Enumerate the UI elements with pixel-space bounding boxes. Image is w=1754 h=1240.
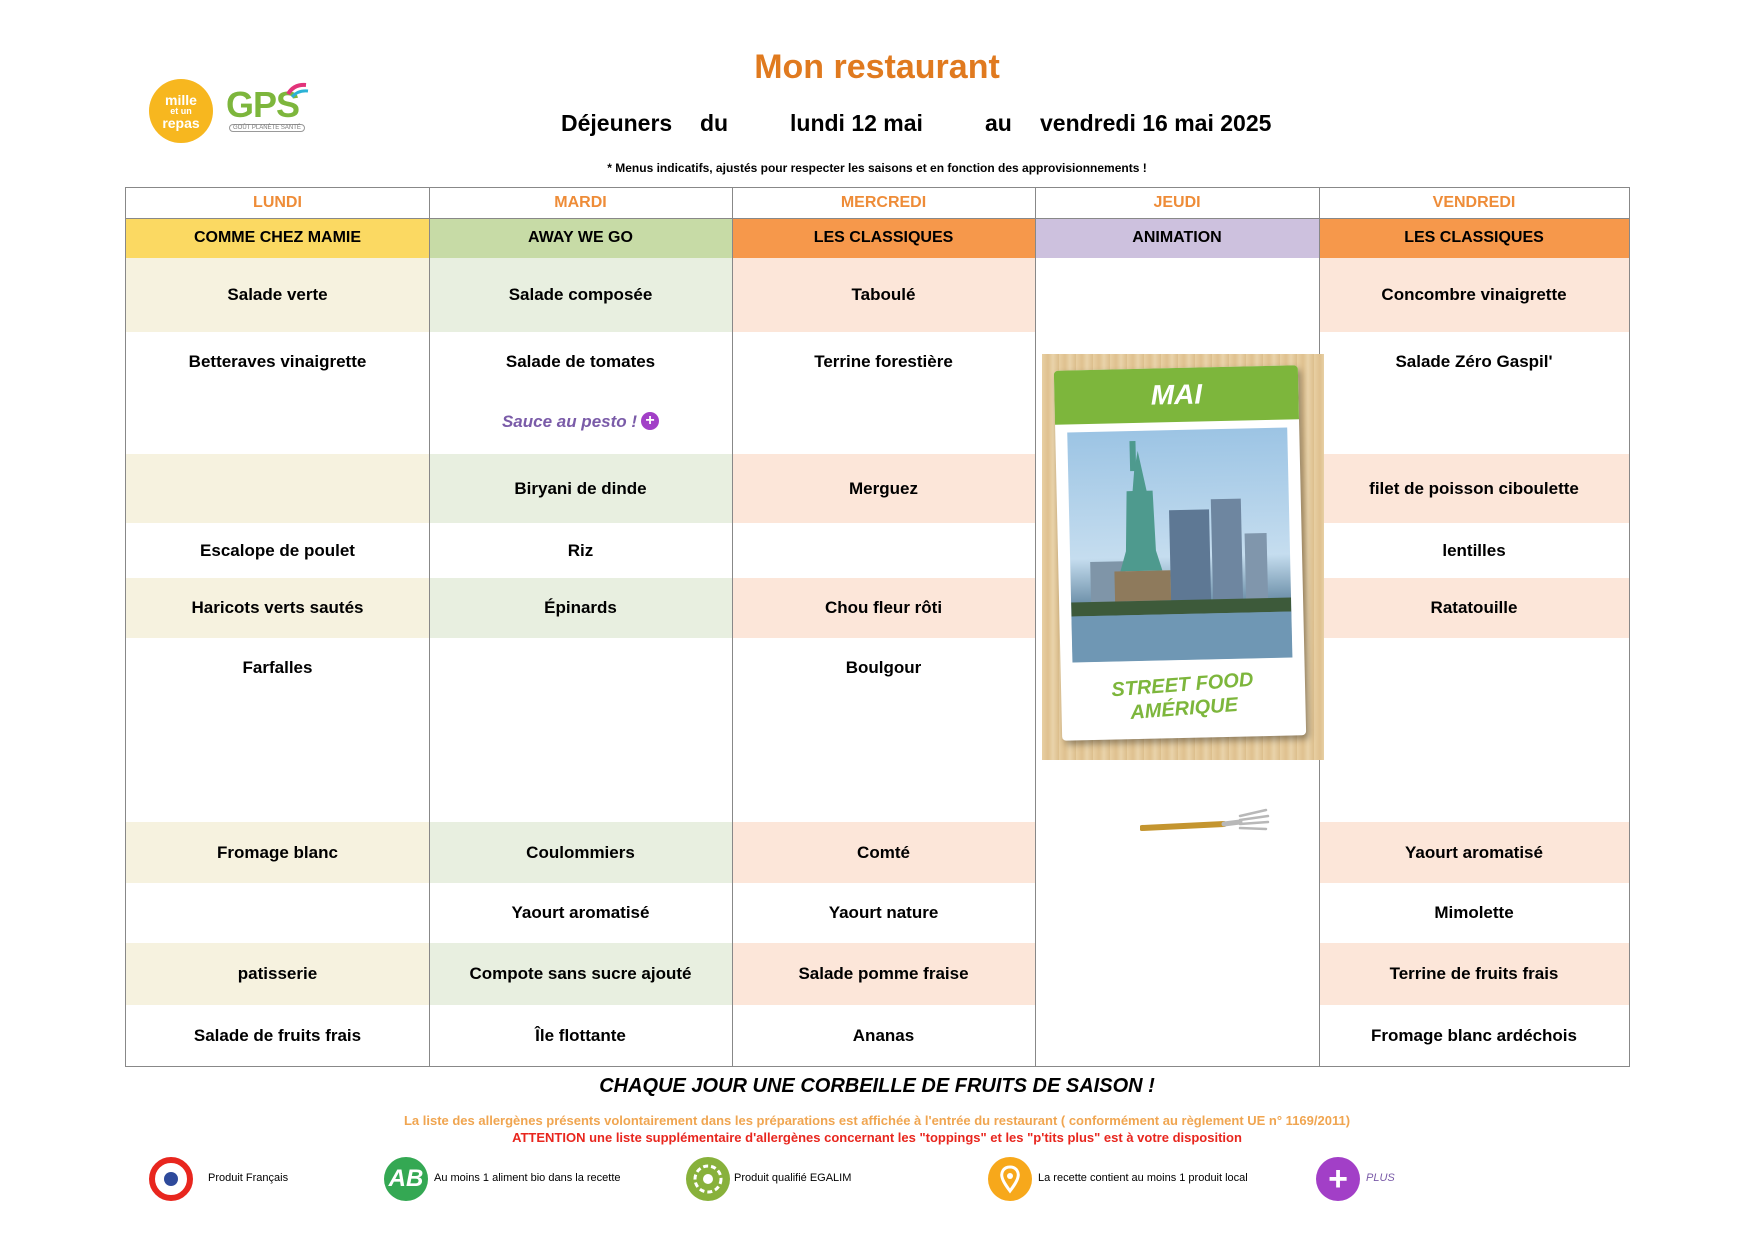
page-title: Mon restaurant [754,48,1000,86]
end-date: vendredi 16 mai 2025 [1040,110,1272,136]
theme-header: ANIMATION [1035,218,1319,258]
menu-item-label: Escalope de poulet [200,540,355,560]
allergens-warning: ATTENTION une liste supplémentaire d'allergènes concernant les "toppings" et les "p'tits plus" est à votre disposition [512,1130,1242,1145]
menu-item-label: Comté [857,842,910,862]
day-header-mardi: MARDI [554,194,607,211]
theme-header: AWAY WE GO [429,218,732,258]
menu-item-label: Biryani de dinde [514,478,647,498]
menu-item [126,883,429,943]
legend-plus-label: PLUS [1366,1172,1395,1184]
menu-item [732,1005,1035,1066]
menu-item [1319,523,1629,578]
menu-item-label: Riz [567,540,594,560]
menu-item-label: filet de poisson ciboulette [1369,478,1579,498]
menu-item [732,638,1035,822]
plus-icon: + [641,412,659,430]
menu-item-label: Yaourt aromatisé [1405,842,1543,862]
menu-item [126,1005,429,1066]
animation-card [1054,365,1306,740]
mille-repas-logo [149,79,213,143]
menu-item [429,454,732,523]
menu-item [1319,638,1629,822]
gps-logo: GPS [226,84,300,125]
menu-item [429,1005,732,1066]
menu-item [429,883,732,943]
menu-item [1319,822,1629,883]
theme-header: COMME CHEZ MAMIE [126,218,429,258]
menu-item-label: Haricots verts sautés [191,598,364,617]
menu-item [1319,883,1629,943]
menu-item [1319,943,1629,1005]
menu-item [732,258,1035,332]
animation-label-line1: STREET FOOD [1110,668,1255,702]
menu-item [429,332,732,390]
ab-bio-icon: AB [384,1157,428,1201]
menu-item-label: Boulgour [845,658,922,677]
column-divider [429,188,430,1066]
animation-label-line2: AMÉRIQUE [1129,693,1239,724]
start-date: lundi 12 mai [790,110,923,136]
menu-item [732,883,1035,943]
menu-item-label: Mimolette [1434,903,1514,922]
local-pin-icon [988,1157,1032,1201]
legend-local-label: La recette contient au moins 1 produit local [1038,1172,1248,1184]
menu-item [1319,578,1629,638]
menu-item [429,523,732,578]
menu-item-label: patisserie [237,964,318,983]
menu-item-label: Ananas [852,1025,915,1045]
column-divider [1035,188,1036,1066]
menu-item [1319,258,1629,332]
french-flag-icon [149,1157,193,1201]
day-header-vendredi: VENDREDI [1432,194,1516,211]
menu-note: * Menus indicatifs, ajustés pour respecter les saisons et en fonction des approvisionnements ! [607,161,1147,175]
menu-item-label: Yaourt nature [828,903,939,922]
menu-item [732,390,1035,454]
theme-header: LES CLASSIQUES [1319,218,1629,258]
menu-item [126,332,429,390]
menu-item-label: Coulommiers [526,842,635,862]
menu-item-label: Farfalles [242,658,313,677]
menu-item-label: Salade pomme fraise [798,964,969,983]
menu-item-label: Betteraves vinaigrette [188,352,367,371]
fruit-basket-notice: CHAQUE JOUR UNE CORBEILLE DE FRUITS DE SAISON ! [599,1075,1155,1097]
menu-item-label: Salade de fruits frais [193,1025,362,1045]
menu-item [732,822,1035,883]
gps-logo-subtitle: GOÛT PLANÈTE SANTÉ [229,124,305,132]
menu-item [126,638,429,822]
menu-item-label: Sauce au pesto ! [501,412,638,431]
menu-item [126,523,429,578]
menu-item-label: lentilles [1442,540,1506,560]
menu-item [429,943,732,1005]
plus-icon: + [1316,1157,1360,1201]
fork-icon [1140,808,1270,844]
menu-item [429,638,732,822]
menu-item-label: Ratatouille [1430,598,1518,617]
day-header-lundi: LUNDI [253,194,302,211]
statue-of-liberty-photo [1067,428,1292,663]
allergens-notice: La liste des allergènes présents volontairement dans les préparations est affichée à l'entrée du restaurant ( conformément au règlement UE n° 1169/2011) [403,1113,1351,1128]
menu-item [429,258,732,332]
logo-text-mille: mille [165,92,197,108]
animation-month: MAI [1054,365,1299,425]
menu-item [429,578,732,638]
legend-egalim-label: Produit qualifié EGALIM [734,1172,852,1184]
menu-item-label: Salade verte [227,285,328,304]
day-header-jeudi: JEUDI [1153,194,1201,211]
menu-item [429,822,732,883]
menu-item [732,578,1035,638]
theme-header: LES CLASSIQUES [732,218,1035,258]
menu-item [732,332,1035,390]
menu-table [125,187,1630,1067]
menu-item-label: Fromage blanc ardéchois [1371,1025,1577,1045]
menu-item [126,578,429,638]
gps-swoosh-icon [286,82,310,100]
menu-item-label: Compote sans sucre ajouté [469,964,692,983]
header-divider [126,218,1629,219]
menu-item [429,390,732,454]
menu-item [126,454,429,523]
menu-item-label: Chou fleur rôti [824,598,943,617]
logo-text-et-un: et un [170,106,192,116]
menu-item-label: Terrine de fruits frais [1389,964,1559,983]
animation-label [1060,664,1307,730]
legend-french-label: Produit Français [208,1172,289,1184]
menu-item-label: Concombre vinaigrette [1381,285,1567,304]
menu-item-label: Salade Zéro Gaspil' [1395,352,1553,371]
logo-text-repas: repas [162,115,200,131]
menu-item [732,454,1035,523]
au-label: au [985,110,1012,136]
menu-item-label: Fromage blanc [217,842,338,862]
egalim-icon [686,1157,730,1201]
menu-item-label: Terrine forestière [814,352,953,371]
menu-item-label: Île flottante [535,1025,626,1045]
menu-item [1319,454,1629,523]
menu-item-label: Taboulé [851,285,916,304]
dejeuners-label: Déjeuners [561,110,673,136]
menu-item [1319,332,1629,390]
legend-bio-label: Au moins 1 aliment bio dans la recette [434,1172,621,1184]
menu-item-label: Salade de tomates [505,352,656,371]
menu-item [126,258,429,332]
column-divider [732,188,733,1066]
menu-item-label: Épinards [544,598,617,617]
menu-item-label: Yaourt aromatisé [511,903,650,922]
day-header-mercredi: MERCREDI [840,194,927,211]
menu-item [732,943,1035,1005]
menu-item [126,822,429,883]
menu-item [1319,390,1629,454]
menu-item [1319,1005,1629,1066]
menu-item [732,523,1035,578]
du-label: du [700,110,729,136]
menu-item-label: Salade composée [508,285,653,304]
menu-item [126,390,429,454]
menu-item-label: Merguez [849,478,918,498]
menu-item [126,943,429,1005]
